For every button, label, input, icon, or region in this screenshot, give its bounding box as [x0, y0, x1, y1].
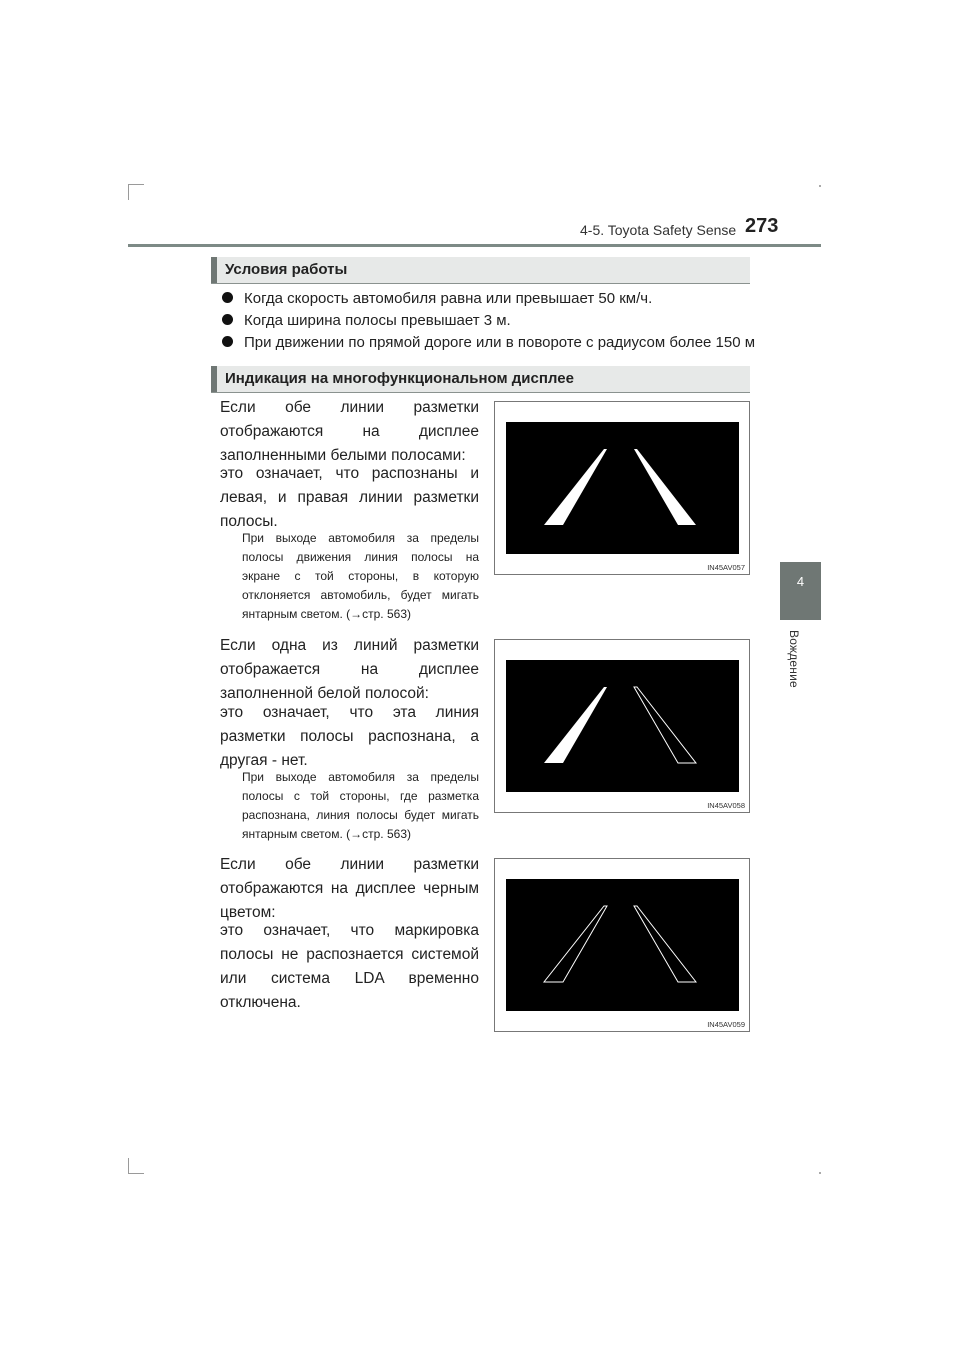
running-header-section: 4-5. Toyota Safety Sense: [580, 222, 737, 238]
bullet-item: [222, 290, 652, 307]
section-heading-conditions: [211, 257, 750, 284]
section-heading-title: Условия работы: [225, 261, 348, 278]
lane-lines-graphic: [506, 660, 739, 792]
figure-both-lines-white: [494, 401, 750, 575]
display-screen: [506, 422, 739, 554]
bullet-text: Когда ширина полосы превышает 3 м.: [244, 312, 511, 329]
section-heading-title: Индикация на многофункциональном дисплее: [225, 370, 574, 387]
chapter-number: 4: [796, 574, 805, 589]
crop-mark-top-left-horizontal: [128, 184, 144, 185]
crop-dot-top-right: [819, 185, 821, 187]
bullet-item: [222, 312, 511, 329]
crop-dot-bottom-right: [819, 1172, 821, 1174]
section-heading-display: [211, 366, 750, 393]
bullet-text: Когда скорость автомобиля равна или превышает 50 км/ч.: [244, 290, 653, 307]
chapter-tab[interactable]: [780, 562, 821, 620]
display-screen: [506, 660, 739, 792]
paragraph-condition: Если одна из линий разметки отображается на дисплее заполненной белой полосой:: [220, 637, 479, 702]
bullet-dot-icon: [222, 314, 233, 325]
display-screen: [506, 879, 739, 1011]
chapter-label: [787, 630, 807, 690]
right-lane-line-outline: [634, 906, 696, 982]
crop-mark-bottom-left-horizontal: [128, 1173, 144, 1174]
figure-code: IN45AV059: [707, 1020, 745, 1029]
note-text: При выходе автомобиля за пределы полосы движения линия полосы на экране с той стороны, в которую отклоняется автомобиль, будет мигать янтарным светом. (→стр. 563): [242, 531, 479, 621]
paragraph-meaning: это означает, что маркировка полосы не распознается системой или система LDA временно отключена.: [220, 922, 479, 1011]
paragraph-condition: Если обе линии разметки отображаются на дисплее черным цветом:: [220, 856, 479, 921]
paragraph-meaning: это означает, что эта линия разметки полосы распознана, а другая - нет.: [220, 704, 479, 769]
right-lane-line-filled: [634, 449, 696, 525]
crop-mark-top-left-vertical: [128, 184, 129, 200]
bullet-text: При движении по прямой дороге или в повороте с радиусом более 150 м: [244, 334, 756, 351]
right-lane-line-outline: [634, 687, 696, 763]
chapter-label-text: Вождение: [787, 630, 801, 688]
bullet-dot-icon: [222, 336, 233, 347]
left-lane-line-outline: [544, 906, 607, 982]
section-heading-stripe: [211, 257, 217, 283]
page-number: 273: [745, 215, 779, 237]
note-text: При выходе автомобиля за пределы полосы с той стороны, где разметка распознана, линия полосы будет мигать янтарным светом. (→стр. 563): [242, 770, 479, 841]
section-heading-stripe: [211, 366, 217, 392]
lane-lines-graphic: [506, 879, 739, 1011]
header-rule: [128, 244, 821, 247]
paragraph-meaning: это означает, что распознаны и левая, и правая линии разметки полосы.: [220, 465, 479, 530]
figure-one-line-white: [494, 639, 750, 813]
left-lane-line-filled: [544, 449, 607, 525]
figure-both-lines-black: [494, 858, 750, 1032]
bullet-item: [222, 334, 755, 351]
left-lane-line-filled: [544, 687, 607, 763]
figure-code: IN45AV058: [707, 801, 745, 810]
figure-code: IN45AV057: [707, 563, 745, 572]
paragraph-condition: Если обе линии разметки отображаются на дисплее заполненными белыми полосами:: [220, 399, 479, 464]
crop-mark-bottom-left-vertical: [128, 1158, 129, 1174]
bullet-dot-icon: [222, 292, 233, 303]
lane-lines-graphic: [506, 422, 739, 554]
